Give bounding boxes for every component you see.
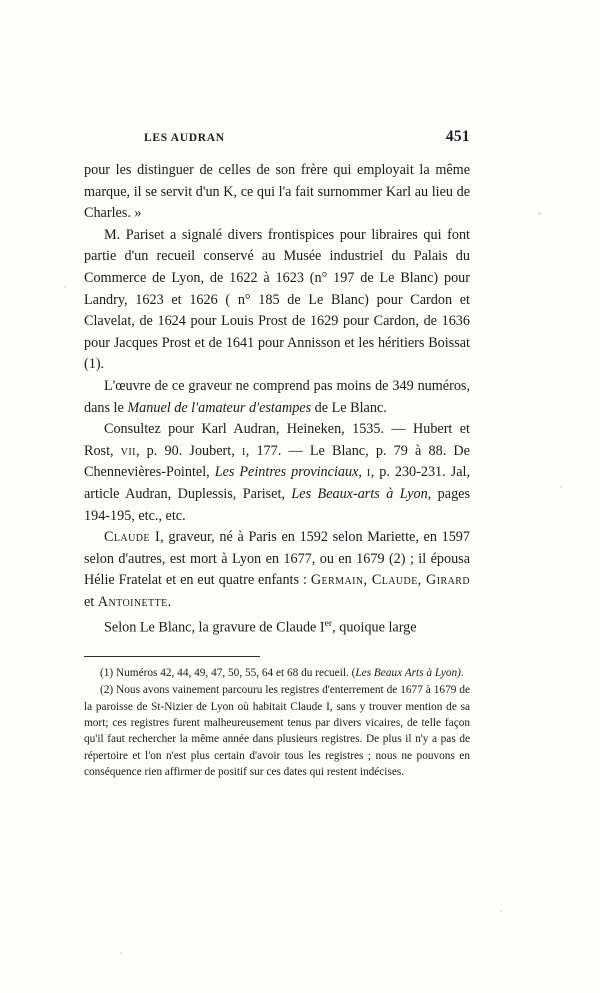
text-run: et <box>84 593 98 610</box>
page-header <box>84 128 470 146</box>
text-run: Consultez pour Karl Audran, Heineken, 1535. — Hubert et Rost, <box>84 421 470 459</box>
body-text <box>84 160 470 640</box>
body-paragraph <box>84 419 470 527</box>
body-paragraph <box>84 376 470 419</box>
small-caps-text: vii <box>120 442 136 459</box>
text-run: , 177. — Le Blanc, p. 79 à 88. De Chennevières-Pointel, <box>84 442 470 481</box>
page-text-block <box>84 128 470 782</box>
text-run: , p. 90. Joubert, <box>135 442 242 459</box>
text-run: , quoique large <box>332 620 417 637</box>
text-run: , pages 194-195, etc., etc. <box>84 485 470 524</box>
italic-text: Les Peintres provinciaux <box>214 464 359 481</box>
superscript-text: er <box>324 618 333 630</box>
body-paragraph <box>84 613 470 639</box>
small-caps-text: i <box>241 442 246 459</box>
paper-speck <box>120 952 122 954</box>
paper-speck <box>64 286 66 288</box>
text-run: . <box>167 593 172 610</box>
text-run: L'œuvre de ce graveur ne comprend pas moins de 349 numéros, dans le <box>84 377 470 416</box>
italic-text: Manuel de l'amateur d'estampes <box>127 399 312 416</box>
footnotes-block <box>84 665 470 781</box>
text-run: (2) Nous avons vainement parcouru les registres d'enterrement de 1677 à 1679 de la paroisse de St-Nizier de Lyon où habitait Claude I, sans y trouver mention de sa mort; ces registres furent malheureusement tenus par divers vicaires, de telle façon qu'il faut rechercher la même année dans plusieurs registres. De plus il n'y a pas de répertoire et l'on n'est plus certain d'avoir tous les registres ; nous ne pouvons en conséquence rien affirmer de positif sur ces dates qui restent indécises. <box>84 684 470 779</box>
italic-text: Les Beaux-arts à Lyon <box>291 485 428 502</box>
paper-speck <box>500 910 502 912</box>
page-number: 451 <box>445 128 470 145</box>
body-paragraph <box>84 160 470 225</box>
text-run: de Le Blanc. <box>311 399 387 416</box>
text-run: Selon Le Blanc, la gravure de Claude I <box>104 620 325 637</box>
small-caps-text: i <box>366 464 371 481</box>
text-run: , <box>358 464 367 481</box>
text-run: , graveur, né à Paris en 1592 selon Mariette, en 1597 selon d'autres, est mort à Lyon en 1677, ou en 1679 (2) ; il épousa Hélie Fratelat et en eut quatre enfants : <box>84 529 470 589</box>
text-run: , p. 230-231. Jal, article Audran, Duplessis, Pariset, <box>84 464 470 502</box>
italic-text: Les Beaux Arts à Lyon) <box>355 666 461 679</box>
text-run: (1) Numéros 42, 44, 49, 47, 50, 55, 64 et 68 du recueil. ( <box>100 666 356 679</box>
small-caps-text: Antoinette <box>97 593 168 610</box>
footnote-divider <box>84 656 260 657</box>
footnote <box>84 682 470 780</box>
footnote <box>84 665 470 681</box>
small-caps-text: Germain, Claude, Girard <box>310 572 470 589</box>
paper-speck <box>538 212 541 215</box>
text-run: pour les distinguer de celles de son frère qui employait la même marque, il se servit d'un K, ce qui l'a fait surnommer Karl au lieu de Charles. » <box>84 162 470 222</box>
body-paragraph <box>84 527 470 613</box>
text-run: . <box>460 666 464 679</box>
text-run: M. Pariset a signalé divers frontispices pour libraires qui font partie d'un recueil conservé au Musée industriel du Palais du Commerce de Lyon, de 1622 à 1623 (n° 197 de Le Blanc) pour Landry, 1623 et 1626 ( n° 185 de Le Blanc) pour Cardon et Clavelat, de 1624 pour Louis Prost de 1629 pour Cardon, de 1636 pour Jacques Prost et de 1641 pour Annisson et les héritiers Boissat (1). <box>84 226 470 373</box>
body-paragraph <box>84 225 470 376</box>
paper-speck <box>560 486 562 488</box>
small-caps-text: Claude I <box>104 529 161 546</box>
running-head: LES AUDRAN <box>144 132 225 144</box>
